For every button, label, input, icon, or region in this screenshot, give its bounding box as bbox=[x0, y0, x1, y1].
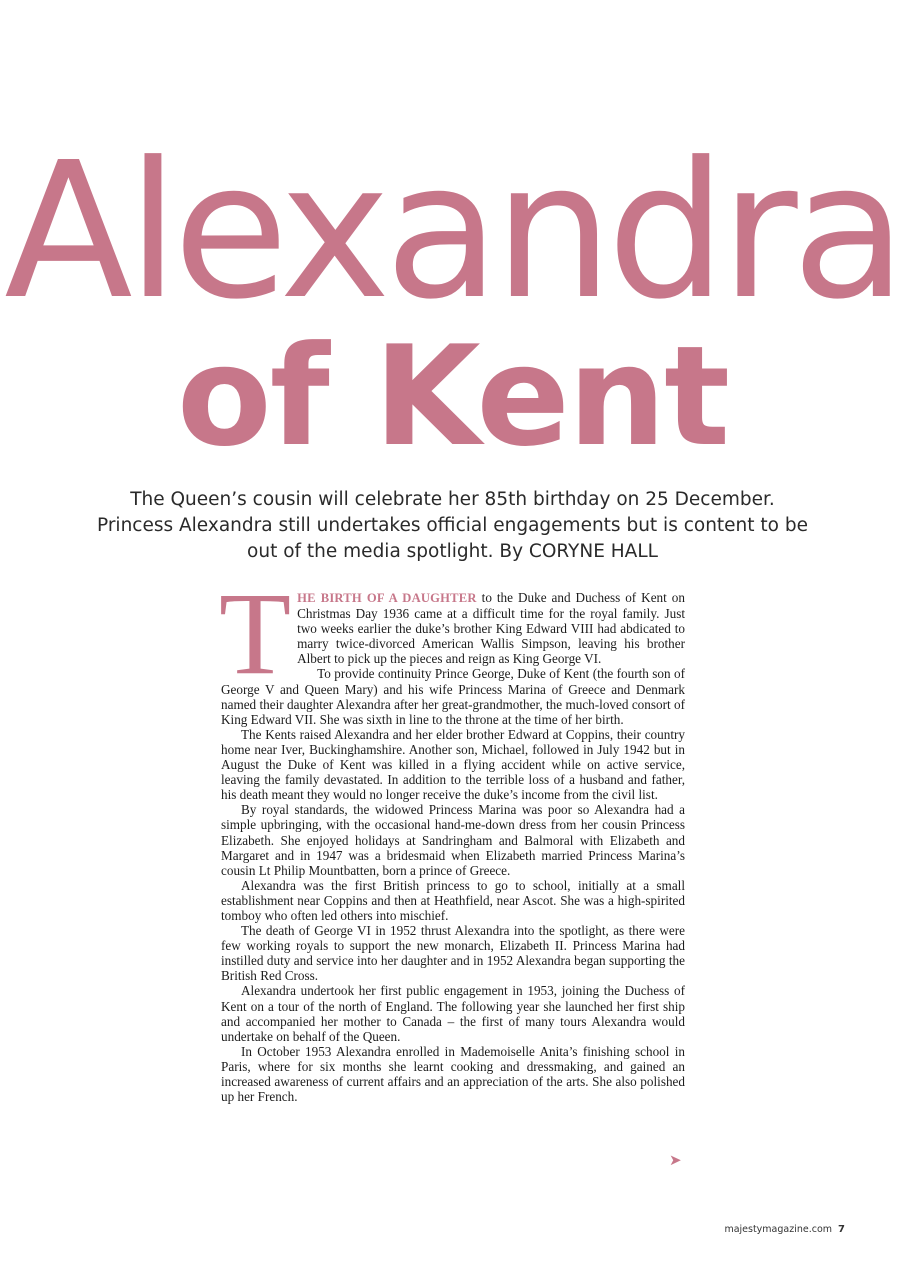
headline-line-2: of Kent bbox=[176, 316, 729, 477]
paragraph: The Kents raised Alexandra and her elder brother Edward at Coppins, their country home near Iver, Buckinghamshire. Another son, Michael, followed in July 1942 but in August the Duke of Kent was killed in a flying accident while on active service, leaving the family devastated. In addition to the terrible loss of a husband and father, his death meant they would no longer receive the duke’s income from the civil list. bbox=[221, 726, 685, 803]
paragraph: Alexandra undertook her first public engagement in 1953, joining the Duchess of Kent on a tour of the north of England. The following year she launched her first ship and accompanied her mother to Canada – the first of many tours Alexandra would undertake on behalf of the Queen. bbox=[221, 983, 685, 1044]
page-number: 7 bbox=[838, 1224, 845, 1235]
paragraph: The death of George VI in 1952 thrust Alexandra into the spotlight, as there were few working royals to support the new monarch, Elizabeth II. Princess Marina had instilled duty and service into her daughter and in 1952 Alexandra began supporting the British Red Cross. bbox=[221, 923, 685, 984]
standfirst: The Queen’s cousin will celebrate her 85th birthday on 25 December. Princess Alexandra still undertakes official engagements but is content to be out of the media spotlight. By CORYNE HALL bbox=[97, 489, 808, 562]
article-body bbox=[219, 568, 685, 1105]
paragraph-text: to the Duke and Duchess of Kent on Christmas Day 1936 came at a difficult time for the royal family. Just two weeks earlier the duke’s brother King Edward VIII had abdicated to marry twice-divorced American Wallis Simpson, leaving his brother Albert to pick up the pieces and reign as King George VI. bbox=[297, 590, 685, 667]
paragraph: To provide continuity Prince George, Duke of Kent (the fourth son of George V and Queen Mary) and his wife Princess Marina of Greece and Denmark named their daughter Alexandra after her great-grandmother, the much-loved consort of King Edward VII. She was sixth in line to the throne at the time of her birth. bbox=[221, 666, 685, 727]
drop-cap: T bbox=[219, 568, 292, 699]
headline-line-1: Alexandra bbox=[4, 122, 901, 341]
paragraph: By royal standards, the widowed Princess Marina was poor so Alexandra had a simple upbringing, with the occasional hand-me-down dress from her cousin Princess Elizabeth. She enjoyed holidays at Sandringham and Balmoral with Elizabeth and Margaret and in 1947 was a bridesmaid when Elizabeth married Princess Marina’s cousin Lt Philip Mountbatten, born a prince of Greece. bbox=[221, 802, 685, 878]
page-footer bbox=[724, 1224, 845, 1235]
lead-in: HE BIRTH OF A DAUGHTER bbox=[297, 591, 477, 605]
paragraph: Alexandra was the first British princess to go to school, initially at a small establishment near Coppins and then at Heathfield, near Ascot. She was a high-spirited tomboy who often led others into mischief. bbox=[221, 877, 685, 923]
website-url: majestymagazine.com bbox=[724, 1224, 833, 1235]
continue-arrow-icon: ➤ bbox=[669, 1151, 682, 1169]
paragraph: In October 1953 Alexandra enrolled in Mademoiselle Anita’s finishing school in Paris, where for six months she learnt cooking and dressmaking, and gained an increased awareness of current affairs and an appreciation of the arts. She also polished up her French. bbox=[221, 1043, 685, 1105]
